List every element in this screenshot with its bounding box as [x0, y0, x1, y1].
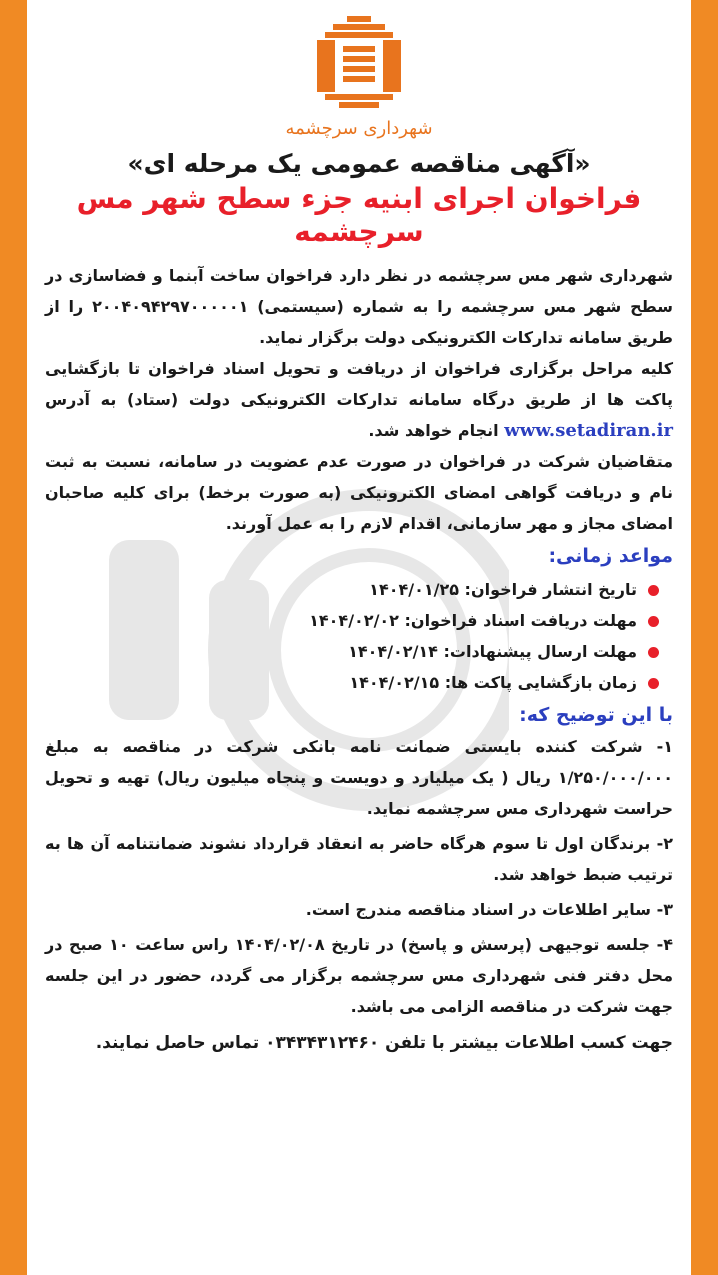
note-item: ۳- سایر اطلاعات در اسناد مناقصه مندرج است. — [305, 900, 673, 919]
contact-line: جهت کسب اطلاعات بیشتر با تلفن ۰۳۴۳۴۳۱۲۴۶۰ تماس حاصل نمایند. — [95, 1033, 673, 1053]
note-item: ۴- جلسه توجیهی (پرسش و پاسخ) در تاریخ ۱۴۰۴/۰۲/۰۸ راس ساعت ۱۰ صبح در محل دفتر فنی شهرداری مس سرچشمه برگزار می گردد، حضور در این جلسه جهت شرکت در مناقصه الزامی می باشد. — [45, 935, 673, 1016]
notes-list — [45, 731, 673, 1022]
list-item — [45, 605, 659, 636]
municipality-logo — [307, 12, 411, 116]
notice-card — [29, 0, 689, 1275]
notice-title: «آگهی مناقصه عمومی یک مرحله ای» — [127, 149, 591, 178]
note-item: ۱- شرکت کننده بایستی ضمانت نامه بانکی شرکت در مناقصه به مبلغ ۱/۲۵۰/۰۰۰/۰۰۰ ریال ( یک میلیارد و دویست و پنجاه میلیون ریال) تهیه و تحویل حراست شهرداری مس سرچشمه نماید. — [45, 737, 673, 818]
schedule-heading: مواعد زمانی: — [548, 545, 673, 567]
left-orange-border — [0, 0, 27, 1275]
notice-body — [29, 248, 689, 1059]
intro-paragraph — [45, 260, 673, 353]
bullet-dot-icon — [648, 678, 659, 689]
process-text: کلیه مراحل برگزاری فراخوان از دریافت و تحویل اسناد فراخوان تا بازگشایی پاکت ها از طریق درگاه سامانه تدارکات الکترونیکی دولت (ستاد) به آدرس — [45, 359, 673, 409]
intro-text: در نظر دارد فراخوان ساخت آبنما و فضاسازی در سطح شهر مس سرچشمه را به شماره (سیستمی) ۲۰۰۴۰۹۴۲۹۷۰۰۰۰۰۱ را از طریق سامانه تدارکات الکترونیکی دولت برگزار نماید. — [45, 266, 674, 347]
applicants-paragraph: متقاضیان شرکت در فراخوان در صورت عدم عضویت در سامانه، نسبت به ثبت نام و دریافت گواهی امضای الکترونیکی (به صورت برخط) برای کلیه صاحبان امضای مجاز و مهر سازمانی، اقدام لازم را به عمل آورند. — [45, 452, 673, 533]
schedule-item-text: زمان بازگشایی پاکت ها: ۱۴۰۴/۰۲/۱۵ — [349, 673, 637, 692]
main-title: فراخوان اجرای ابنیه جزء سطح شهر مس سرچشمه — [76, 182, 642, 248]
process-paragraph — [45, 353, 673, 446]
note-item: ۲- برندگان اول تا سوم هرگاه حاضر به انعقاد قرارداد نشوند ضمانتنامه آن ها به ترتیب ضبط خواهد شد. — [45, 834, 673, 884]
schedule-item-text: مهلت ارسال پیشنهادات: ۱۴۰۴/۰۲/۱۴ — [348, 642, 637, 661]
schedule-list — [45, 574, 673, 698]
schedule-item-text: تاریخ انتشار فراخوان: ۱۴۰۴/۰۱/۲۵ — [369, 580, 637, 599]
bullet-dot-icon — [648, 585, 659, 596]
notes-heading: با این توضیح که: — [519, 704, 673, 726]
intro-lead: شهرداری شهر مس سرچشمه — [437, 266, 674, 285]
process-suffix: انجام خواهد شد. — [368, 421, 499, 440]
list-item — [45, 667, 659, 698]
header — [29, 0, 689, 248]
setad-url-link[interactable]: www.setadiran.ir — [504, 420, 673, 441]
list-item — [45, 574, 659, 605]
bullet-dot-icon — [648, 616, 659, 627]
right-orange-border — [691, 0, 718, 1275]
schedule-item-text: مهلت دریافت اسناد فراخوان: ۱۴۰۴/۰۲/۰۲ — [309, 611, 637, 630]
bullet-dot-icon — [648, 647, 659, 658]
list-item — [45, 636, 659, 667]
org-name: شهرداری سرچشمه — [285, 118, 433, 139]
